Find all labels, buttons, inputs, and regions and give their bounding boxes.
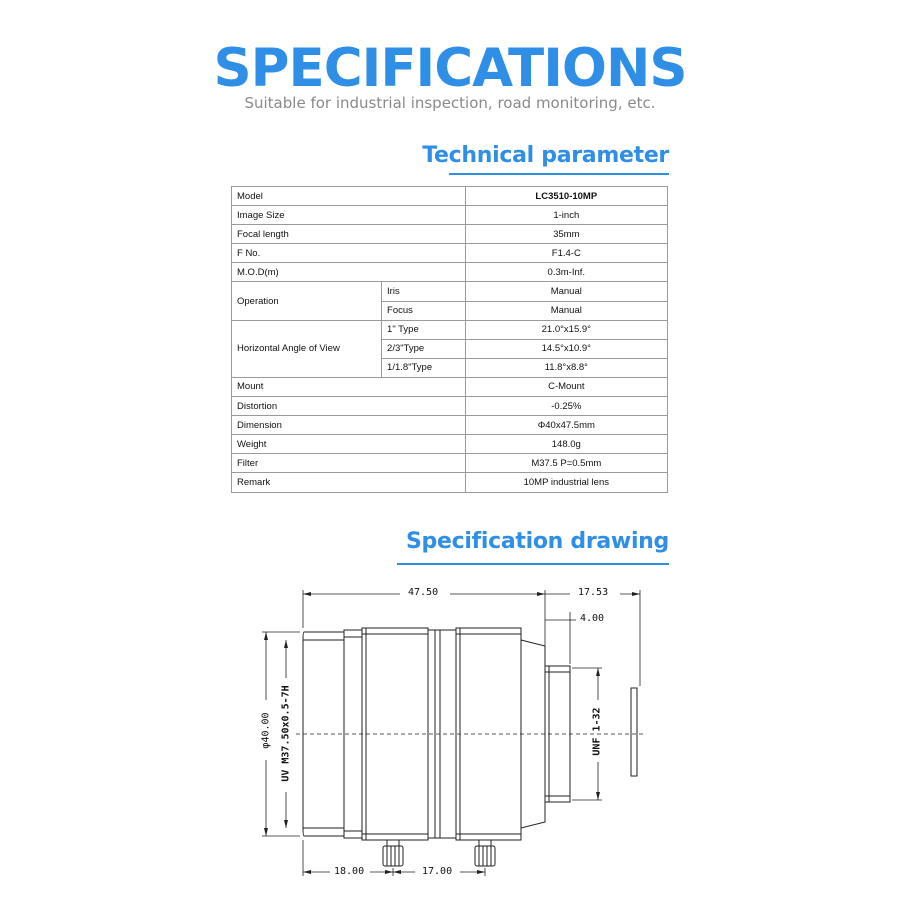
row-value: 35mm bbox=[465, 225, 667, 244]
row-label: Filter bbox=[232, 454, 466, 473]
row-sublabel: 1" Type bbox=[382, 320, 466, 339]
front-barrel bbox=[303, 632, 344, 836]
row-value: -0.25% bbox=[465, 397, 667, 416]
row-label: Weight bbox=[232, 435, 466, 454]
row-sublabel: 1/1.8"Type bbox=[382, 358, 466, 377]
row-value: 14.5°x10.9° bbox=[465, 339, 667, 358]
dimension-ring-spacing: 17.00 bbox=[422, 866, 453, 877]
row-value: 11.8°x8.8° bbox=[465, 358, 667, 377]
row-value: 1-inch bbox=[465, 206, 667, 225]
page-subtitle: Suitable for industrial inspection, road monitoring, etc. bbox=[244, 94, 656, 112]
row-value: Manual bbox=[465, 282, 667, 301]
row-value: F1.4-C bbox=[465, 244, 667, 263]
row-label: Focal length bbox=[232, 225, 466, 244]
sensor-plane bbox=[631, 688, 637, 776]
row-label: Image Size bbox=[232, 206, 466, 225]
row-value: 10MP industrial lens bbox=[465, 473, 667, 492]
row-label: Remark bbox=[232, 473, 466, 492]
row-label: Operation bbox=[232, 282, 382, 320]
row-value: LC3510-10MP bbox=[465, 187, 667, 206]
dimension-length: 47.50 bbox=[408, 587, 439, 598]
row-label: M.O.D(m) bbox=[232, 263, 466, 282]
lock-screw-left bbox=[383, 840, 403, 866]
row-value: 21.0°x15.9° bbox=[465, 320, 667, 339]
row-label: Mount bbox=[232, 377, 466, 396]
row-label: Dimension bbox=[232, 416, 466, 435]
page-title: SPECIFICATIONS bbox=[213, 38, 687, 99]
dimension-mount-thread: UNF 1-32 bbox=[591, 707, 603, 756]
row-value: C-Mount bbox=[465, 377, 667, 396]
dimension-filter-thread: UV M37.50x0.5-7H bbox=[280, 685, 292, 782]
technical-parameter-heading: Technical parameter bbox=[422, 143, 669, 168]
row-sublabel: Iris bbox=[382, 282, 466, 301]
dimension-back-focus: 17.53 bbox=[578, 587, 609, 598]
row-label: Model bbox=[232, 187, 466, 206]
row-value: 0.3m-Inf. bbox=[465, 263, 667, 282]
row-sublabel: 2/3"Type bbox=[382, 339, 466, 358]
dimension-mount-depth: 4.00 bbox=[580, 613, 605, 624]
lock-screw-right bbox=[475, 840, 495, 866]
specification-drawing-heading: Specification drawing bbox=[405, 529, 669, 554]
row-value: Φ40x47.5mm bbox=[465, 416, 667, 435]
dimension-diameter: φ40.00 bbox=[260, 712, 272, 749]
row-value: 148.0g bbox=[465, 435, 667, 454]
row-value: Manual bbox=[465, 301, 667, 320]
row-sublabel: Focus bbox=[382, 301, 466, 320]
row-label: F No. bbox=[232, 244, 466, 263]
row-value: M37.5 P=0.5mm bbox=[465, 454, 667, 473]
dimension-front-to-ring: 18.00 bbox=[334, 866, 365, 877]
row-label: Horizontal Angle of View bbox=[232, 320, 382, 377]
row-label: Distortion bbox=[232, 397, 466, 416]
